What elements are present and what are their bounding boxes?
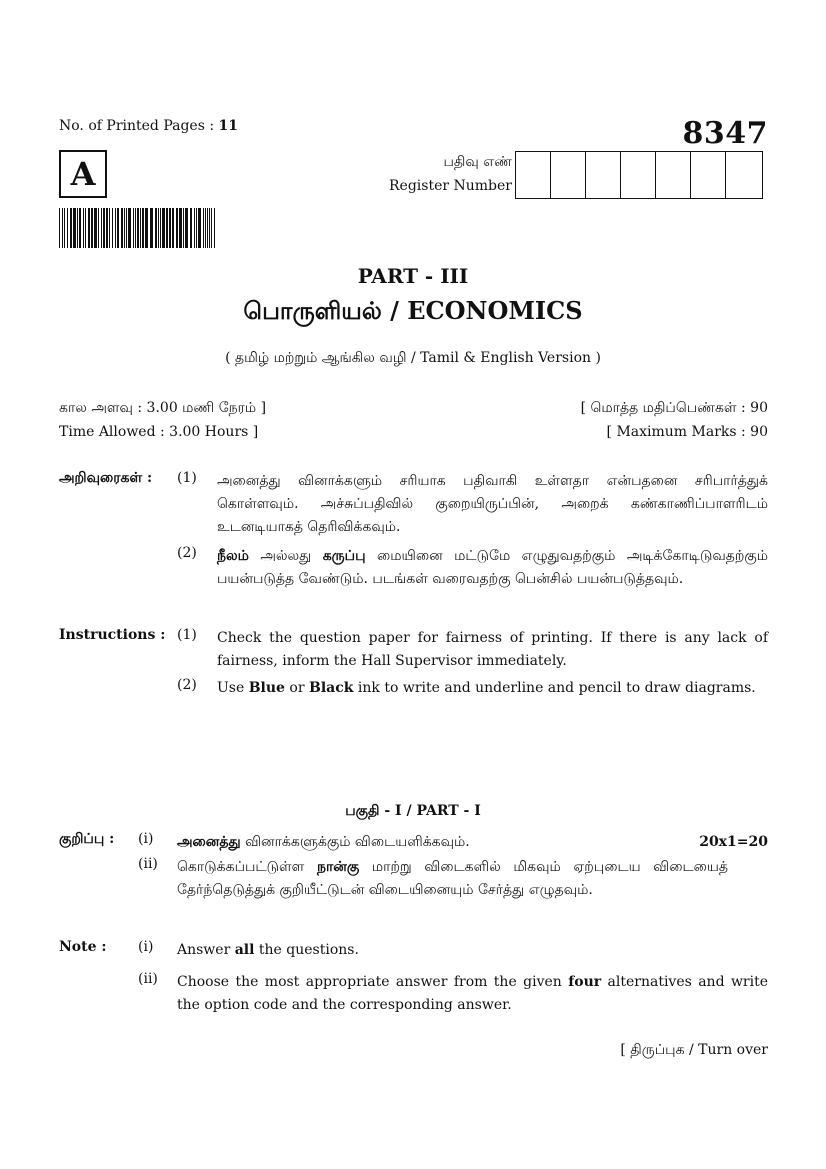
max-marks-tamil: [ மொத்த மதிப்பெண்கள் : 90 xyxy=(580,400,768,416)
part-title: PART - III xyxy=(357,264,469,288)
register-digit-box[interactable] xyxy=(656,152,691,198)
instructions-tamil xyxy=(59,470,768,591)
register-label-tamil: பதிவு எண் xyxy=(443,154,512,170)
printed-pages-count: No. of Printed Pages : 11 xyxy=(59,118,238,134)
register-digit-box[interactable] xyxy=(691,152,726,198)
note-item: Note : (i) Answer all the questions. xyxy=(59,939,768,962)
register-digit-box[interactable] xyxy=(516,152,551,198)
note-text: கொடுக்கப்பட்டுள்ள நான்கு மாற்று விடைகளில் மிகவும் ஏற்புடைய விடையைத் தேர்ந்தெடுத்துக் குறியீட்டுடன் விடையினையும் சேர்த்து எழுதவும். xyxy=(177,859,728,898)
barcode-image xyxy=(59,208,215,248)
register-number-grid[interactable] xyxy=(515,151,763,199)
time-allowed-english: Time Allowed : 3.00 Hours ] xyxy=(59,424,259,440)
register-label-english: Register Number xyxy=(389,178,512,194)
note-label-tamil: குறிப்பு : xyxy=(59,831,115,847)
series-letter: A xyxy=(70,155,96,193)
register-digit-box[interactable] xyxy=(621,152,656,198)
turn-over-note: [ திருப்புக / Turn over xyxy=(620,1042,768,1058)
note-item: குறிப்பு : (i) அனைத்து வினாக்களுக்கும் விடையளிக்கவும். 20x1=20 xyxy=(59,831,768,854)
subject-title: பொருளியல் / ECONOMICS xyxy=(243,296,583,325)
register-digit-box[interactable] xyxy=(551,152,586,198)
time-marks-row-english xyxy=(59,424,768,440)
instruction-text: அனைத்து வினாக்களும் சரியாக பதிவாகி உள்ளதா என்பதனை சரிபார்த்துக் கொள்ளவும். அச்சுப்பதிவில் குறையிருப்பின், அறைக் கண்காணிப்பாளரிடம் உடனடியாகத் தெரிவிக்கவும். xyxy=(217,473,768,535)
section-title: பகுதி - I / PART - I xyxy=(345,803,481,819)
series-box xyxy=(59,150,107,198)
instruction-item: அறிவுரைகள் : (1) அனைத்து வினாக்களும் சரியாக பதிவாகி உள்ளதா என்பதனை சரிபார்த்துக் கொள்ளவும். அச்சுப்பதிவில் குறையிருப்பின், அறைக் கண்காணிப்பாளரிடம் உடனடியாகத் தெரிவிக்கவும். xyxy=(59,470,768,539)
max-marks-english: [ Maximum Marks : 90 xyxy=(606,424,768,440)
register-number-labels xyxy=(300,150,512,198)
instruction-text: நீலம் அல்லது கருப்பு மையினை மட்டுமே எழுதுவதற்கும் அடிக்கோடிடுவதற்கும் பயன்படுத்த வேண்டும். படங்கள் வரைவதற்கு பென்சில் பயன்படுத்தவும். xyxy=(217,548,768,587)
instruction-text: Use Blue or Black ink to write and underline and pencil to draw diagrams. xyxy=(217,680,756,696)
note-text: Answer all the questions. xyxy=(177,942,359,958)
time-allowed-tamil: கால அளவு : 3.00 மணி நேரம் ] xyxy=(59,400,267,416)
instructions-label-tamil: அறிவுரைகள் : xyxy=(59,470,153,486)
instruction-item: (2) Use Blue or Black ink to write and underline and pencil to draw diagrams. xyxy=(59,677,768,700)
version-line: ( தமிழ் மற்றும் ஆங்கில வழி / Tamil & English Version ) xyxy=(225,350,601,366)
instructions-english xyxy=(59,627,768,700)
note-text: Choose the most appropriate answer from the given four alternatives and write the option code and the corresponding answer. xyxy=(177,974,769,1013)
instructions-label-english: Instructions : xyxy=(59,627,166,643)
question-paper-code: 8347 xyxy=(682,116,768,151)
register-digit-box[interactable] xyxy=(726,152,762,198)
time-marks-row-tamil xyxy=(59,400,768,418)
note-item: (ii) Choose the most appropriate answer from the given four alternatives and write the option code and the corresponding answer. xyxy=(59,971,768,1017)
note-text: அனைத்து வினாக்களுக்கும் விடையளிக்கவும். xyxy=(177,834,470,850)
section-marks: 20x1=20 xyxy=(699,834,768,850)
note-label-english: Note : xyxy=(59,939,107,955)
instruction-item: (2) நீலம் அல்லது கருப்பு மையினை மட்டுமே எழுதுவதற்கும் அடிக்கோடிடுவதற்கும் பயன்படுத்த வேண்டும். படங்கள் வரைவதற்கு பென்சில் பயன்படுத்தவும். xyxy=(59,545,768,591)
note-english xyxy=(59,939,768,1017)
instruction-item: Instructions : (1) Check the question paper for fairness of printing. If there is any lack of fairness, inform the Hall Supervisor immediately. xyxy=(59,627,768,673)
register-digit-box[interactable] xyxy=(586,152,621,198)
note-item: (ii) கொடுக்கப்பட்டுள்ள நான்கு மாற்று விடைகளில் மிகவும் ஏற்புடைய விடையைத் தேர்ந்தெடுத்துக் குறியீட்டுடன் விடையினையும் சேர்த்து எழுதவும். xyxy=(59,856,768,902)
note-tamil xyxy=(59,831,768,902)
instruction-text: Check the question paper for fairness of printing. If there is any lack of fairness, inform the Hall Supervisor immediately. xyxy=(217,630,768,669)
